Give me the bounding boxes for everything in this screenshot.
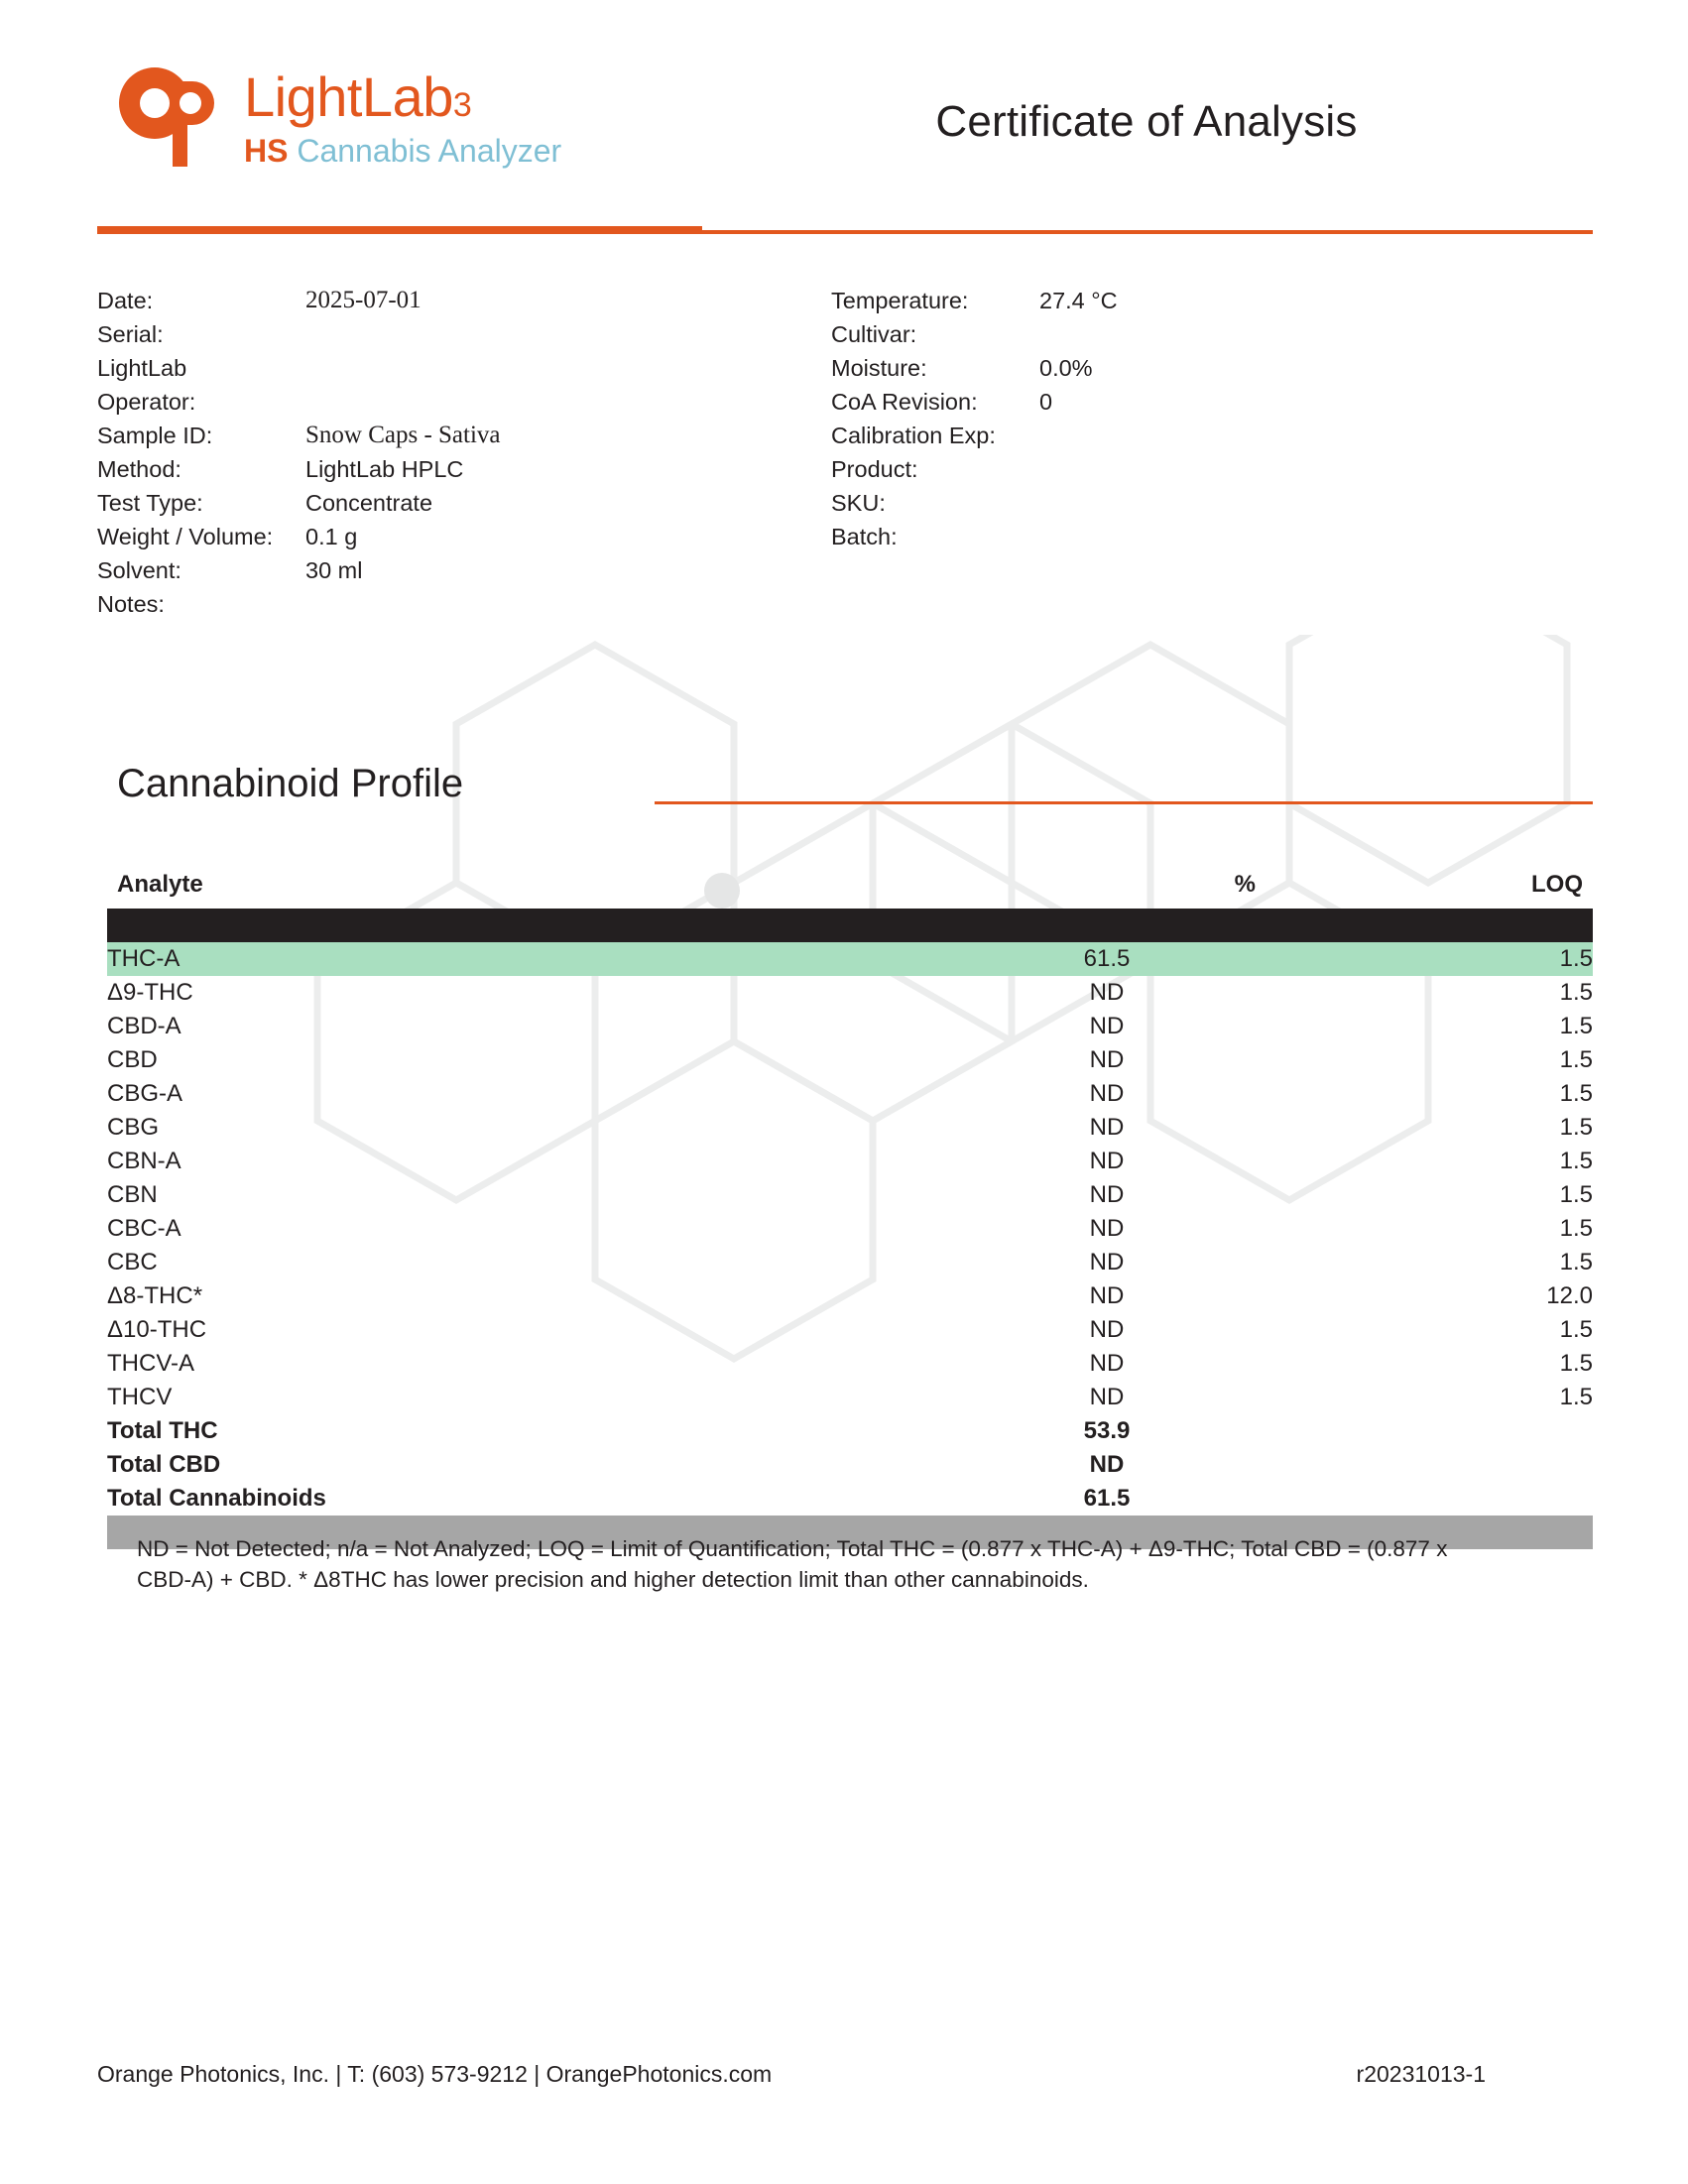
section-divider: [655, 801, 1593, 804]
table-row: [107, 942, 1593, 976]
cell-percent: 61.5: [958, 942, 1256, 976]
metadata-label: Batch:: [831, 524, 898, 549]
cell-analyte: Total Cannabinoids: [107, 1485, 326, 1512]
table-row: [107, 1212, 1593, 1246]
logo-sub-text: Cannabis Analyzer: [297, 133, 562, 169]
metadata-label: Calibration Exp:: [831, 423, 996, 448]
metadata-row: [831, 284, 1593, 317]
cell-percent: ND: [1089, 1148, 1125, 1174]
metadata-row: [97, 486, 791, 520]
cell-loq: 1.5: [1559, 1249, 1593, 1275]
table-row: [107, 1145, 1593, 1178]
cell-percent: ND: [1089, 1451, 1125, 1478]
cell-analyte: Total CBD: [107, 1451, 221, 1478]
metadata-row: [97, 553, 791, 587]
metadata-row: [97, 419, 791, 452]
cannabinoid-table-wrap: [107, 871, 1593, 1549]
metadata-label: Test Type:: [97, 490, 203, 516]
cell-percent: 61.5: [1083, 1485, 1131, 1512]
metadata-row: [97, 520, 791, 553]
cell-analyte: CBN-A: [107, 1148, 181, 1174]
cell-loq: 12.0: [1546, 1282, 1593, 1309]
table-row: [107, 1313, 1593, 1347]
cell-loq: 1.5: [1559, 1350, 1593, 1377]
metadata-label: Solvent:: [97, 557, 181, 583]
table-footnote: ND = Not Detected; n/a = Not Analyzed; LOQ = Limit of Quantification; Total THC = (0.877 x THC-A) + Δ9-THC; Total CBD = (0.877 x CBD-A) + CBD. * Δ8THC has lower precision and higher detection limit than other cannabinoids.: [137, 1536, 1448, 1592]
metadata-label: Sample ID:: [97, 423, 213, 448]
column-header-percent: %: [1234, 871, 1256, 898]
metadata-value: 2025-07-01: [305, 287, 422, 313]
cell-percent: ND: [1089, 1181, 1125, 1208]
metadata-value: 0.0%: [1039, 355, 1093, 381]
cell-percent: ND: [1089, 1350, 1125, 1377]
table-body: [107, 942, 1593, 1516]
metadata-row: [831, 385, 1593, 419]
logo-icon: [111, 63, 230, 173]
table-row: [107, 1279, 1593, 1313]
metadata-row: [97, 351, 791, 385]
table-row: [107, 1077, 1593, 1111]
cell-loq: 1.5: [1559, 1215, 1593, 1242]
cell-loq: 1.5: [1559, 1148, 1593, 1174]
cell-loq: 1.5: [1559, 1384, 1593, 1410]
document-header: [97, 61, 1593, 190]
metadata-label: Notes:: [97, 591, 165, 617]
metadata-value: 30 ml: [305, 557, 363, 583]
metadata-value: Concentrate: [305, 490, 433, 516]
cell-loq: 1.5: [1559, 1046, 1593, 1073]
cell-loq: 1.5: [1559, 1013, 1593, 1039]
lightlab-logo: [97, 61, 663, 190]
cell-percent: ND: [1089, 1215, 1125, 1242]
header-divider-left: [97, 226, 702, 230]
cell-analyte: THCV: [107, 1384, 173, 1410]
cell-analyte: THCV-A: [107, 1350, 195, 1377]
metadata-label: Temperature:: [831, 288, 969, 313]
metadata-row: [97, 317, 791, 351]
metadata-label: Method:: [97, 456, 181, 482]
cell-analyte: CBC-A: [107, 1215, 181, 1242]
metadata-value: 0: [1039, 389, 1053, 415]
cell-percent: ND: [1089, 979, 1125, 1006]
footer-contact: Orange Photonics, Inc. | T: (603) 573-9212 | OrangePhotonics.com: [97, 2061, 773, 2087]
metadata-value: LightLab HPLC: [305, 456, 464, 482]
metadata-row: [97, 587, 791, 621]
page-title: Certificate of Analysis: [935, 97, 1358, 146]
metadata-label: SKU:: [831, 490, 886, 516]
metadata-label: Moisture:: [831, 355, 927, 381]
logo-sub-hs: HS: [244, 133, 289, 169]
metadata-row: [97, 385, 791, 419]
cell-percent: ND: [1089, 1316, 1125, 1343]
logo-wordmark: [244, 65, 562, 169]
metadata-row: [831, 419, 1593, 452]
cell-loq: [1256, 1414, 1593, 1448]
cell-analyte: Total THC: [107, 1417, 218, 1444]
metadata-label: Operator:: [97, 389, 196, 415]
table-row: [107, 1448, 1593, 1482]
column-header-analyte: Analyte: [117, 871, 203, 898]
cell-loq: 1.5: [1559, 1181, 1593, 1208]
table-row: [107, 1482, 1593, 1516]
table-header-rule: [107, 909, 1593, 942]
cell-analyte: CBC: [107, 1249, 158, 1275]
cell-percent: 53.9: [1083, 1417, 1131, 1444]
column-header-loq: LOQ: [1531, 871, 1583, 898]
table-row: [107, 1043, 1593, 1077]
metadata-row: [97, 452, 791, 486]
metadata-value: Snow Caps - Sativa: [305, 422, 501, 448]
metadata-label: Cultivar:: [831, 321, 917, 347]
table-row: [107, 1111, 1593, 1145]
cell-percent: ND: [1089, 1384, 1125, 1410]
cell-loq: [1256, 1482, 1593, 1516]
cell-analyte: CBD-A: [107, 1013, 181, 1039]
cell-loq: 1.5: [1559, 1316, 1593, 1343]
metadata-row: [831, 452, 1593, 486]
table-row: [107, 1246, 1593, 1279]
metadata-row: [97, 284, 791, 317]
cell-percent: ND: [1089, 1080, 1125, 1107]
cell-percent: ND: [1089, 1114, 1125, 1141]
metadata-row: [831, 317, 1593, 351]
cell-analyte: CBD: [107, 1046, 158, 1073]
footer-revision: r20231013-1: [1356, 2061, 1486, 2087]
cell-loq: 1.5: [1559, 979, 1593, 1006]
metadata-label: Date:: [97, 288, 154, 313]
table-header-row: [107, 871, 1593, 909]
cell-loq: 1.5: [1559, 1114, 1593, 1141]
cell-loq: 1.5: [1559, 1080, 1593, 1107]
table-row: [107, 1381, 1593, 1414]
metadata-label: Weight / Volume:: [97, 524, 274, 549]
metadata-column-right: [831, 284, 1593, 553]
cell-percent: ND: [1089, 1249, 1125, 1275]
cell-analyte: Δ9-THC: [107, 979, 193, 1006]
cannabinoid-profile-section: [117, 762, 1593, 821]
table-row: [107, 1347, 1593, 1381]
cell-analyte: THC-A: [107, 942, 958, 976]
cell-loq: 1.5: [1256, 942, 1593, 976]
metadata-column-left: [97, 284, 791, 621]
table-row: [107, 1414, 1593, 1448]
cannabinoid-table: [107, 871, 1593, 1549]
metadata-row: [831, 351, 1593, 385]
logo-name: LightLab: [244, 65, 453, 128]
metadata-label: LightLab: [97, 355, 187, 381]
table-row: [107, 1178, 1593, 1212]
metadata-row: [831, 520, 1593, 553]
metadata-value: 0.1 g: [305, 524, 358, 549]
section-title: Cannabinoid Profile: [117, 762, 464, 805]
metadata-label: CoA Revision:: [831, 389, 978, 415]
cell-analyte: CBN: [107, 1181, 158, 1208]
cell-percent: ND: [1089, 1013, 1125, 1039]
cell-analyte: CBG: [107, 1114, 160, 1141]
cell-percent: ND: [1089, 1046, 1125, 1073]
header-divider: [97, 230, 1593, 234]
cell-analyte: Δ8-THC*: [107, 1282, 203, 1309]
logo-suffix: 3: [452, 86, 472, 124]
cell-percent: ND: [1089, 1282, 1125, 1309]
metadata-value: 27.4 °C: [1039, 288, 1118, 313]
cell-analyte: CBG-A: [107, 1080, 183, 1107]
metadata-row: [831, 486, 1593, 520]
metadata-label: Serial:: [97, 321, 164, 347]
metadata-label: Product:: [831, 456, 918, 482]
cell-analyte: Δ10-THC: [107, 1316, 207, 1343]
cell-loq: [1256, 1448, 1593, 1482]
table-row: [107, 1010, 1593, 1043]
table-row: [107, 976, 1593, 1010]
